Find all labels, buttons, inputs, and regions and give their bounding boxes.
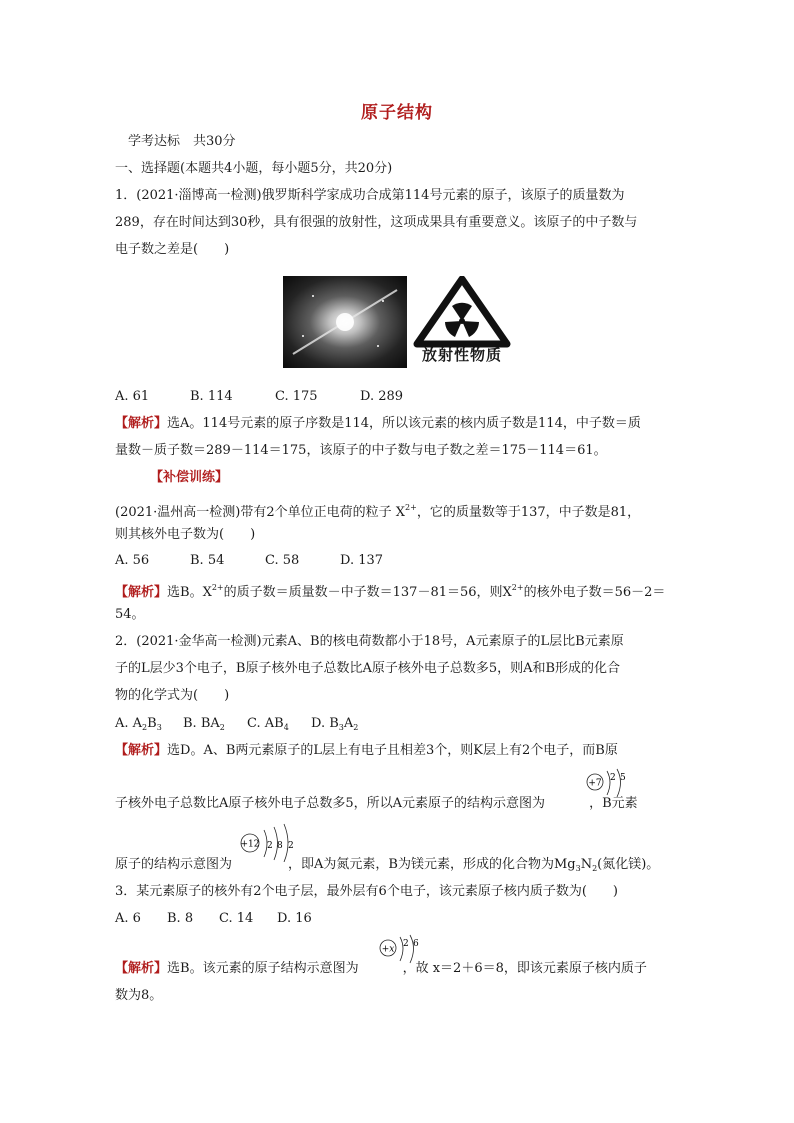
q2-option-c: C. AB4	[247, 716, 289, 732]
q3-answer-line-2: 数为8。	[115, 988, 163, 1003]
q2-option-b: B. BA2	[183, 716, 225, 732]
q3-answer-line-1: 【解析】选B。该元素的原子结构示意图为 ，故 x＝2＋6＝8，即该元素原子核内质子	[115, 961, 647, 976]
q1-option-c: C. 175	[275, 389, 318, 404]
svg-text:2: 2	[288, 841, 294, 851]
bonus-options	[115, 551, 685, 571]
q1-option-d: D. 289	[360, 389, 404, 404]
analysis-tag: 【解析】	[115, 416, 168, 431]
q3-options	[115, 909, 685, 929]
q1-options	[115, 387, 685, 407]
q1-answer-line-2: 量数－质子数＝289－114＝175，该原子的中子数与电子数之差＝175－114＝61。	[115, 443, 607, 458]
q2-option-a: A. A2B3	[115, 716, 162, 732]
q3-option-d: D. 16	[277, 911, 312, 926]
q3-option-b: B. 8	[167, 911, 194, 926]
svg-text:6: 6	[413, 939, 419, 949]
svg-text:2: 2	[403, 939, 409, 949]
bonus-option-d: D. 137	[340, 553, 384, 568]
svg-text:+x: +x	[381, 944, 395, 955]
page-title: 原子结构	[361, 103, 433, 123]
bonus-heading: 【补偿训练】	[150, 470, 229, 485]
q1-figure	[283, 276, 513, 368]
q2-line-3: 物的化学式为( )	[115, 688, 230, 703]
q1-line-3: 电子数之差是( )	[115, 242, 230, 257]
bonus-line-1: (2021·温州高一检测)带有2个单位正电荷的粒子 $X^{2+}$，它的质量数等于137，中子数是81，	[115, 503, 641, 520]
q1-answer-line-1: 【解析】选A。114号元素的原子序数是114，所以该元素的核内质子数是114，中子数＝质	[115, 416, 641, 431]
nebula-image	[283, 276, 407, 368]
q2-option-d: D. B3A2	[311, 716, 359, 732]
bonus-answer-line-2: 54。	[115, 607, 145, 622]
q2-line-2: 子的L层少3个电子，B原子核外电子总数比A原子核外电子总数多5，则A和B形成的化合	[115, 661, 621, 676]
bonus-answer-line-1: 【解析】选B。$X^{2+}$的质子数＝质量数－中子数＝137－81＝56，则$X^{2+}$的核外电子数＝56－2＝	[115, 583, 666, 600]
q3-line-1: 3．某元素原子的核外有2个电子层，最外层有6个电子，该元素原子核内质子数为( )	[115, 884, 618, 899]
q3-option-c: C. 14	[219, 911, 254, 926]
part-heading: 一、选择题(本题共4小题，每小题5分，共20分)	[115, 161, 393, 176]
bonus-line-2: 则其核外电子数为( )	[115, 527, 256, 542]
svg-text:8: 8	[277, 841, 283, 851]
q2-answer-line-2: 子核外电子总数比A原子核外电子总数多5，所以A元素原子的结构示意图为 ，B元素	[115, 796, 638, 811]
svg-text:2: 2	[610, 773, 616, 783]
svg-text:2: 2	[267, 841, 273, 851]
q3-option-a: A. 6	[115, 911, 141, 926]
atom-diagram-x	[378, 934, 428, 970]
bonus-option-c: C. 58	[265, 553, 300, 568]
q2-answer-line-1: 【解析】选D。A、B两元素原子的L层上有电子且相差3个，则K层上有2个电子，而B原	[115, 743, 618, 758]
atom-diagram-a	[585, 768, 635, 804]
svg-text:+7: +7	[588, 778, 602, 789]
q1-line-1: 1．(2021·淄博高一检测)俄罗斯科学家成功合成第114号元素的原子，该原子的质量数为	[115, 188, 625, 203]
q2-line-1: 2．(2021·金华高一检测)元素A、B的核电荷数都小于18号，A元素原子的L层比B元素原	[115, 634, 624, 649]
section-heading: 学考达标 共30分	[128, 134, 236, 149]
q2-answer-line-3: 原子的结构示意图为 ，即A为氮元素，B为镁元素，形成的化合物为$Mg_3N_2$(氮化镁)。	[115, 857, 660, 873]
svg-text:5: 5	[620, 773, 626, 783]
q1-option-b: B. 114	[190, 389, 233, 404]
atom-diagram-b	[240, 822, 302, 862]
q2-options	[115, 714, 685, 738]
bonus-option-b: B. 54	[190, 553, 225, 568]
q1-line-2: 289，存在时间达到30秒，具有很强的放射性，这项成果具有重要意义。该原子的中子数与	[115, 215, 638, 230]
bonus-option-a: A. 56	[115, 553, 150, 568]
svg-text:+12: +12	[240, 839, 260, 850]
q1-option-a: A. 61	[115, 389, 150, 404]
hazard-caption: 放射性物质	[421, 346, 502, 364]
